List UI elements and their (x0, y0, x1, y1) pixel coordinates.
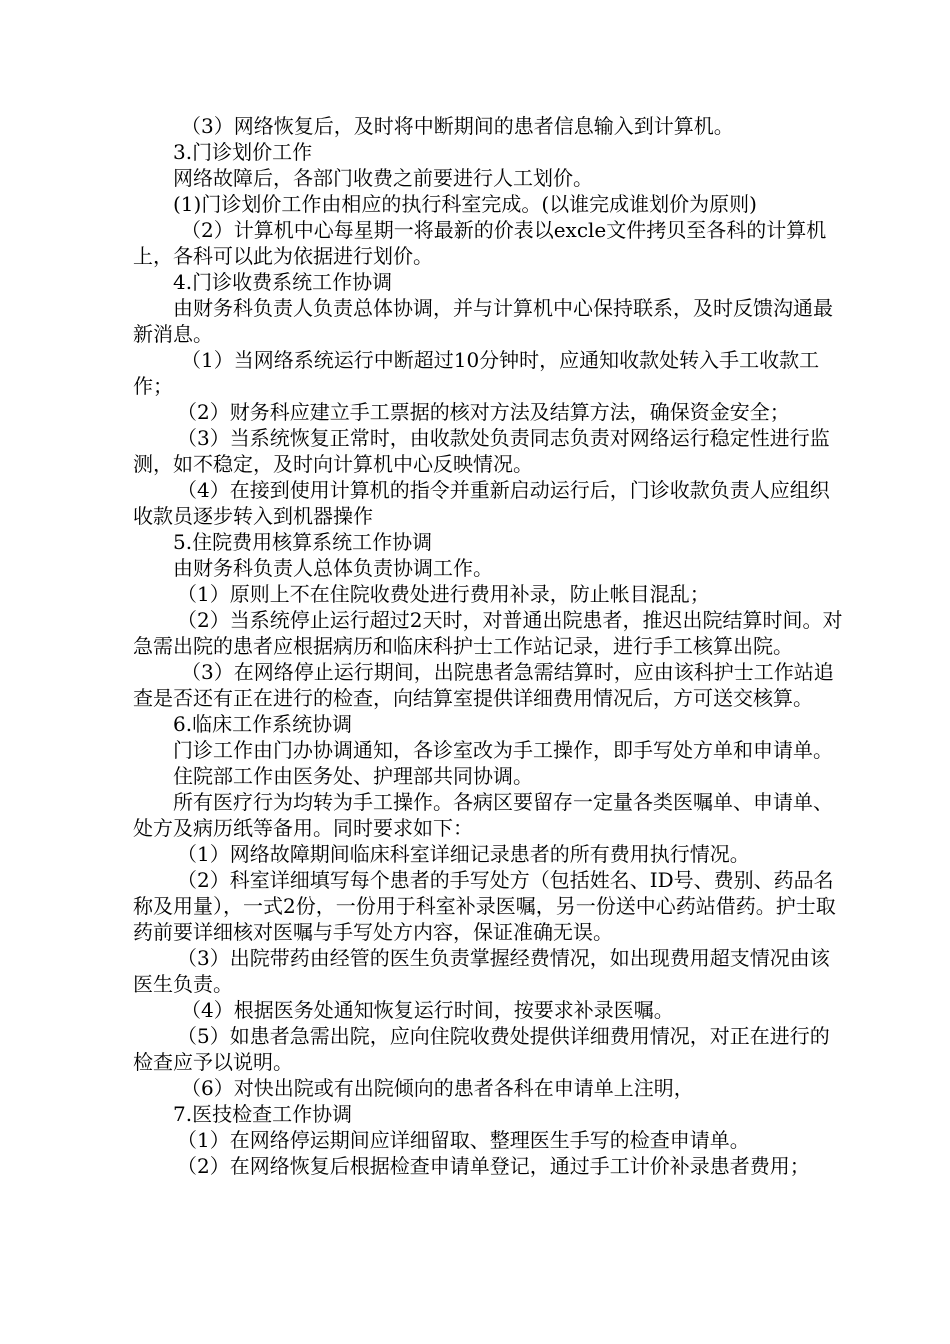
section-heading: 4.门诊收费系统工作协调 (173, 270, 393, 294)
paragraph: （4）根据医务处通知恢复运行时间，按要求补录医嘱。 (181, 998, 674, 1022)
paragraph: （2）科室详细填写每个患者的手写处方（包括姓名、ID号、费别、药品名称及用量），一式2份，一份用于科室补录医嘱，另一份送中心药站借药。护士取药前要详细核对医嘱与手写处方内容，保证准确无误。 (133, 868, 836, 944)
paragraph: （1）网络故障期间临床科室详细记录患者的所有费用执行情况。 (177, 842, 750, 866)
section-heading: 7.医技检查工作协调 (173, 1102, 353, 1126)
paragraph: （2）当系统停止运行超过2天时，对普通出院患者，推迟出院结算时间。对急需出院的患者应根据病历和临床科护士工作站记录，进行手工核算出院。 (133, 608, 843, 658)
paragraph: 由财务科负责人负责总体协调，并与计算机中心保持联系，及时反馈沟通最新消息。 (133, 296, 833, 346)
paragraph: （6）对快出院或有出院倾向的患者各科在申请单上注明， (181, 1076, 694, 1100)
section-heading: 6.临床工作系统协调 (173, 712, 353, 736)
paragraph: 住院部工作由医务处、护理部共同协调。 (173, 764, 533, 788)
paragraph: （1）当网络系统运行中断超过10分钟时，应通知收款处转入手工收款工作； (133, 348, 820, 398)
paragraph: 网络故障后，各部门收费之前要进行人工划价。 (173, 166, 593, 190)
paragraph: （3）网络恢复后，及时将中断期间的患者信息输入到计算机。 (181, 114, 734, 138)
paragraph: （2）财务科应建立手工票据的核对方法及结算方法，确保资金安全； (177, 400, 790, 424)
paragraph: （1）原则上不在住院收费处进行费用补录，防止帐目混乱； (177, 582, 710, 606)
paragraph: （4）在接到使用计算机的指令并重新启动运行后，门诊收款负责人应组织收款员逐步转入到机器操作 (133, 478, 830, 528)
paragraph: (1)门诊划价工作由相应的执行科室完成。(以谁完成谁划价为原则) (173, 192, 757, 216)
paragraph: 所有医疗行为均转为手工操作。各病区要留存一定量各类医嘱单、申请单、处方及病历纸等备用。同时要求如下： (133, 790, 833, 840)
paragraph: 由财务科负责人总体负责协调工作。 (173, 556, 493, 580)
paragraph: （1）在网络停运期间应详细留取、整理医生手写的检查申请单。 (177, 1128, 750, 1152)
section-heading: 3.门诊划价工作 (173, 140, 313, 164)
paragraph: （3）出院带药由经管的医生负责掌握经费情况，如出现费用超支情况由该医生负责。 (133, 946, 830, 996)
paragraph: （5）如患者急需出院，应向住院收费处提供详细费用情况，对正在进行的检查应予以说明。 (133, 1024, 830, 1074)
paragraph: （3）当系统恢复正常时，由收款处负责同志负责对网络运行稳定性进行监测，如不稳定，及时向计算机中心反映情况。 (133, 426, 830, 476)
paragraph: 门诊工作由门办协调通知，各诊室改为手工操作，即手写处方单和申请单。 (173, 738, 833, 762)
paragraph: （2）计算机中心每星期一将最新的价表以excle文件拷贝至各科的计算机上，各科可以此为依据进行划价。 (133, 218, 827, 268)
paragraph: （2）在网络恢复后根据检查申请单登记，通过手工计价补录患者费用； (177, 1154, 810, 1178)
document-body (133, 113, 848, 1179)
section-heading: 5.住院费用核算系统工作协调 (173, 530, 433, 554)
paragraph: （3）在网络停止运行期间，出院患者急需结算时，应由该科护士工作站追查是否还有正在进行的检查，向结算室提供详细费用情况后，方可送交核算。 (133, 660, 834, 710)
